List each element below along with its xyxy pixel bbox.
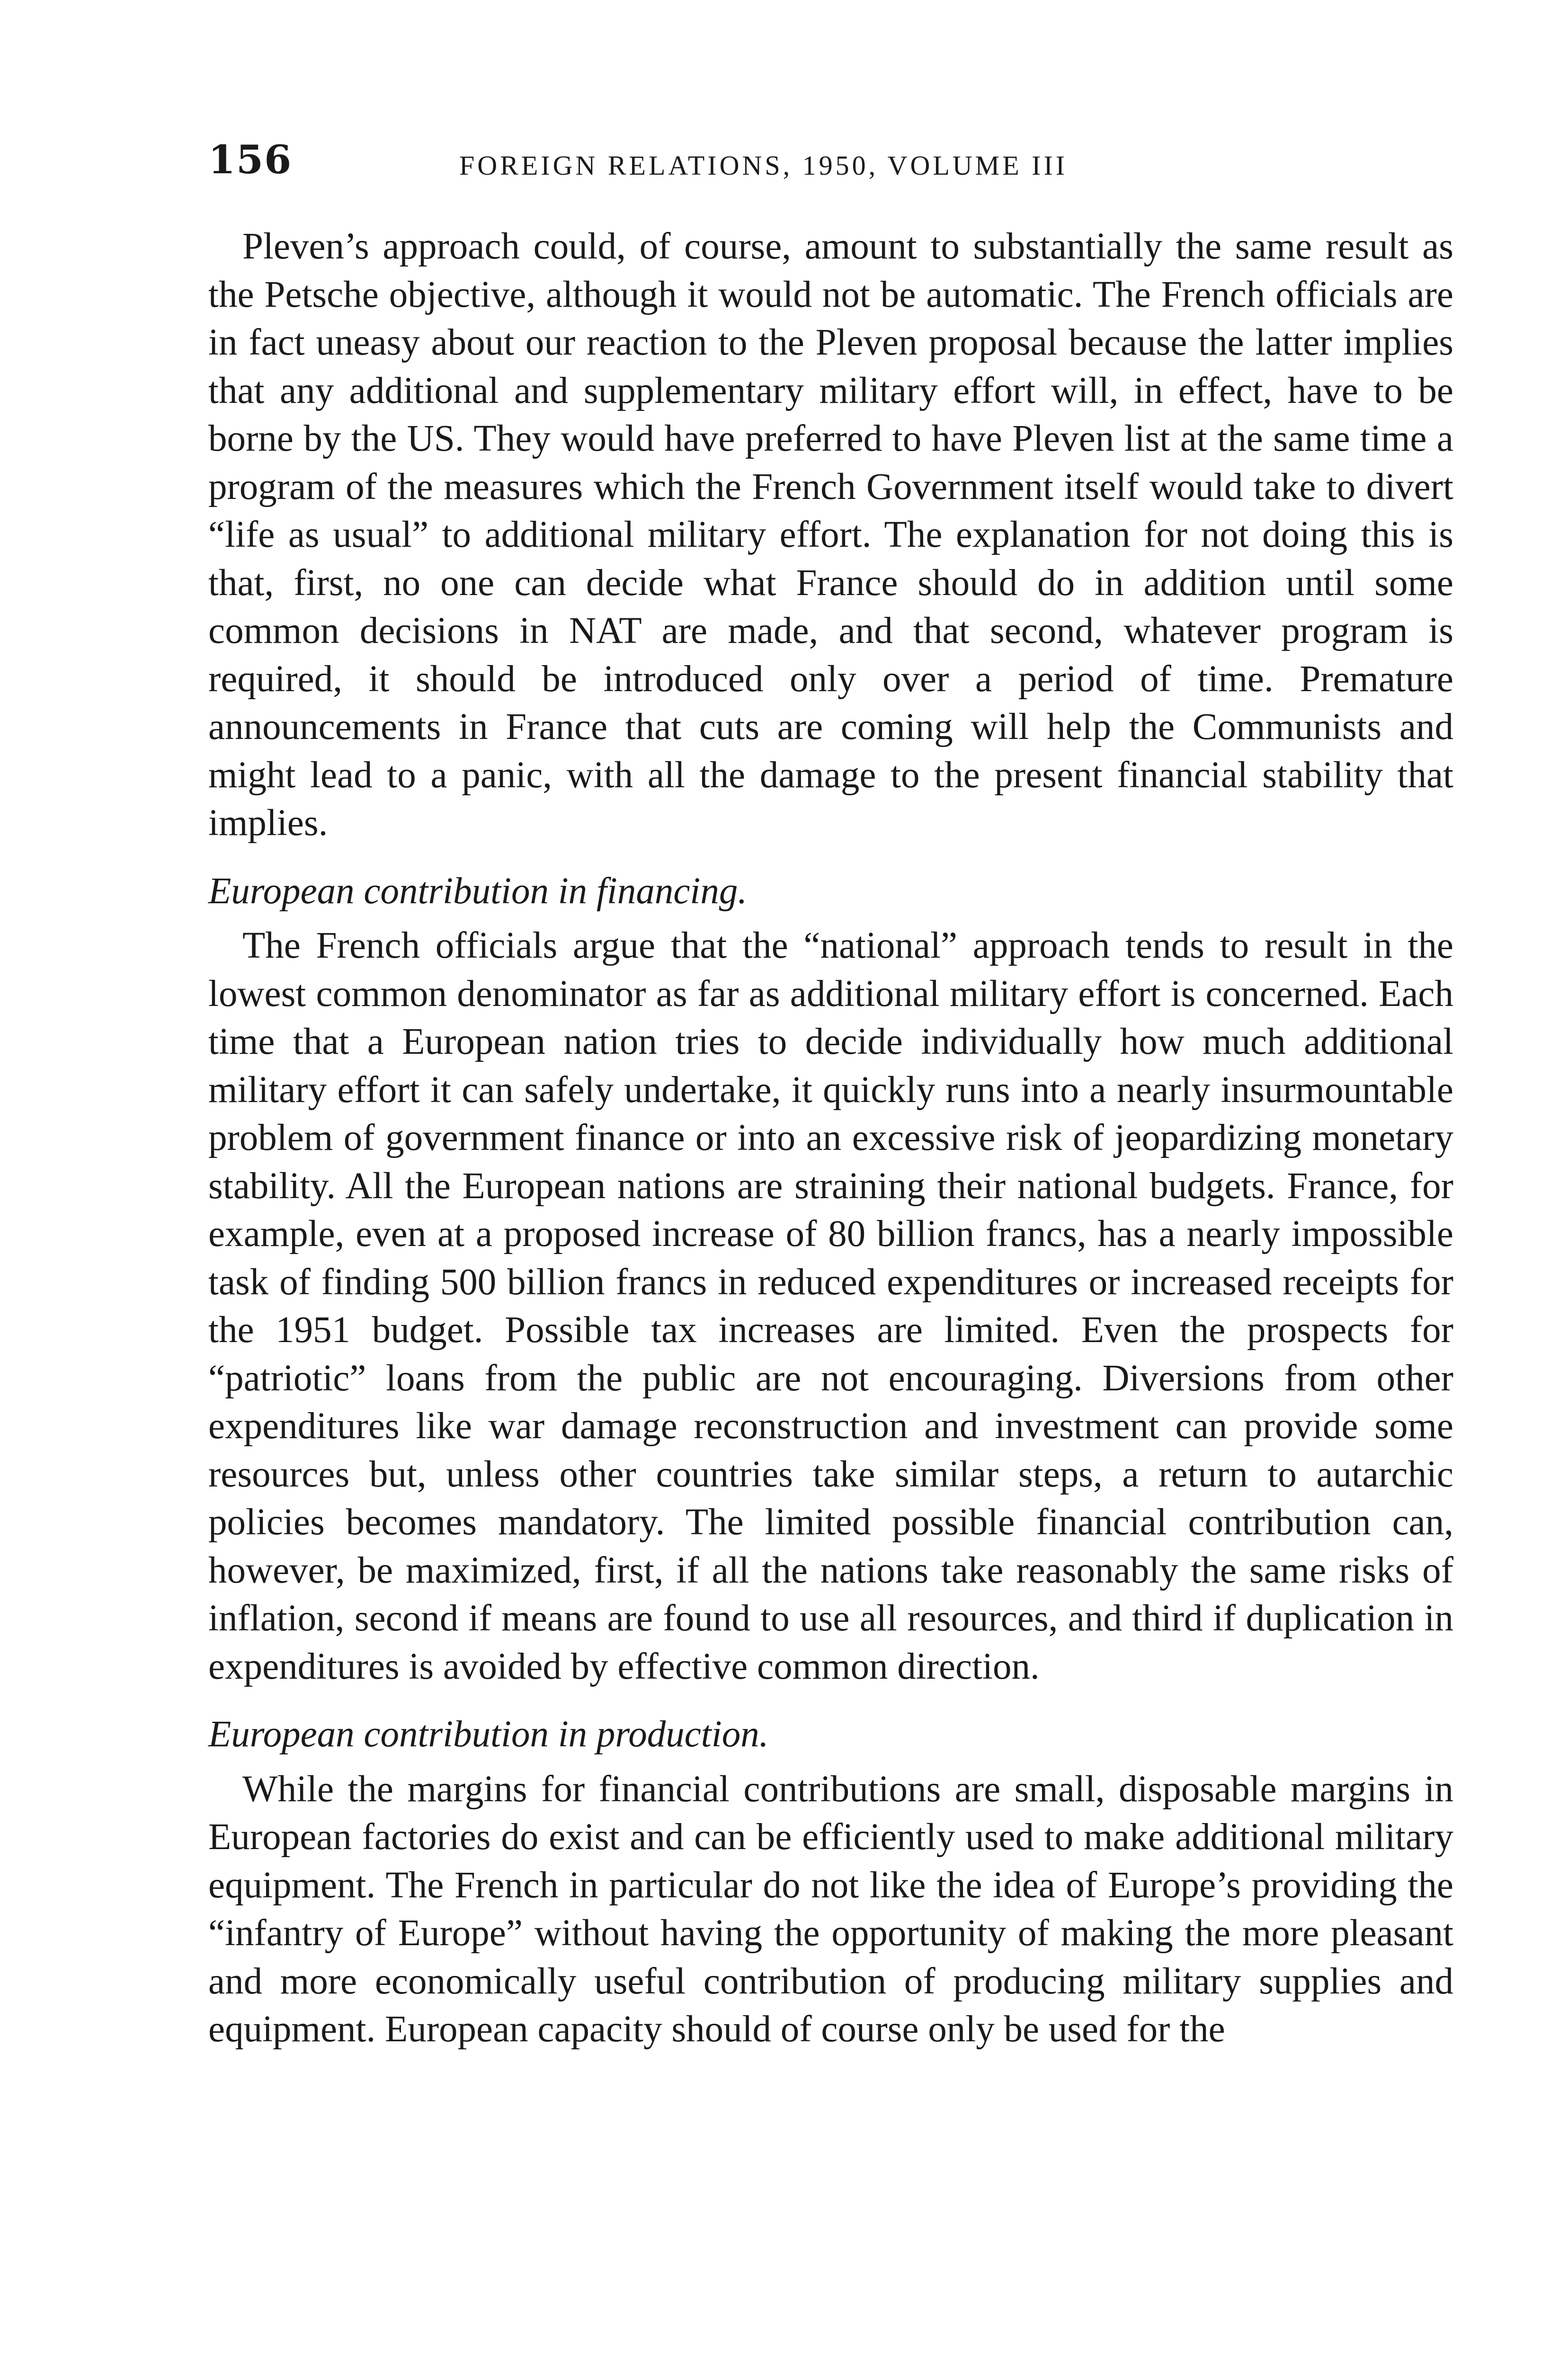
running-header [208, 137, 1453, 194]
page-number: 156 [208, 137, 293, 183]
paragraph-financing: The French officials argue that the “national” approach tends to result in the lowest common denominator as far as additional military effort is concerned. Each time that a European nation tries to decide individually how much additional military effort it can safely undertake, it quickly runs into a nearly insurmountable problem of government finance or into an excessive risk of jeopardizing monetary stability. All the European nations are straining their national budgets. France, for example, even at a proposed increase of 80 billion francs, has a nearly impossible task of finding 500 billion francs in reduced expenditures or increased receipts for the 1951 budget. Possible tax increases are limited. Even the prospects for “patriotic” loans from the public are not encouraging. Diversions from other expenditures like war damage reconstruction and investment can provide some resources but, unless other countries take similar steps, a return to autarchic policies becomes mandatory. The limited possible financial contribution can, however, be maximized, first, if all the nations take reasonably the same risks of inflation, second if means are found to use all resources, and third if duplication in expenditures is avoided by effective common direction. [208, 925, 1453, 1687]
paragraph-production: While the margins for financial contributions are small, disposable margins in European factories do exist and can be efficiently used to make additional military equipment. The French in particular do not like the idea of Europe’s providing the “infantry of Europe” without having the opportunity of making the more pleasant and more economically useful contribution of producing military supplies and equipment. European capacity should of course only be used for the [208, 1768, 1453, 2050]
body-text [208, 222, 1453, 2054]
heading-production: European contribution in production. [208, 1714, 769, 1755]
book-title: FOREIGN RELATIONS, 1950, VOLUME III [459, 150, 1068, 181]
paragraph-petsche-pleven: Pleven’s approach could, of course, amount to substantially the same result as the Petsche objective, although it would not be automatic. The French officials are in fact uneasy about our reaction to the Pleven proposal because the latter implies that any additional and supplementary military effort will, in effect, have to be borne by the US. They would have preferred to have Pleven list at the same time a program of the measures which the French Government itself would take to divert “life as usual” to additional military effort. The explanation for not doing this is that, first, no one can decide what France should do in addition until some common decisions in NAT are made, and that second, whatever program is required, it should be introduced only over a period of time. Premature announcements in France that cuts are coming will help the Communists and might lead to a panic, with all the damage to the present financial stability that implies. [208, 226, 1453, 844]
document-page [208, 137, 1453, 2054]
heading-financing: European contribution in financing. [208, 870, 748, 912]
